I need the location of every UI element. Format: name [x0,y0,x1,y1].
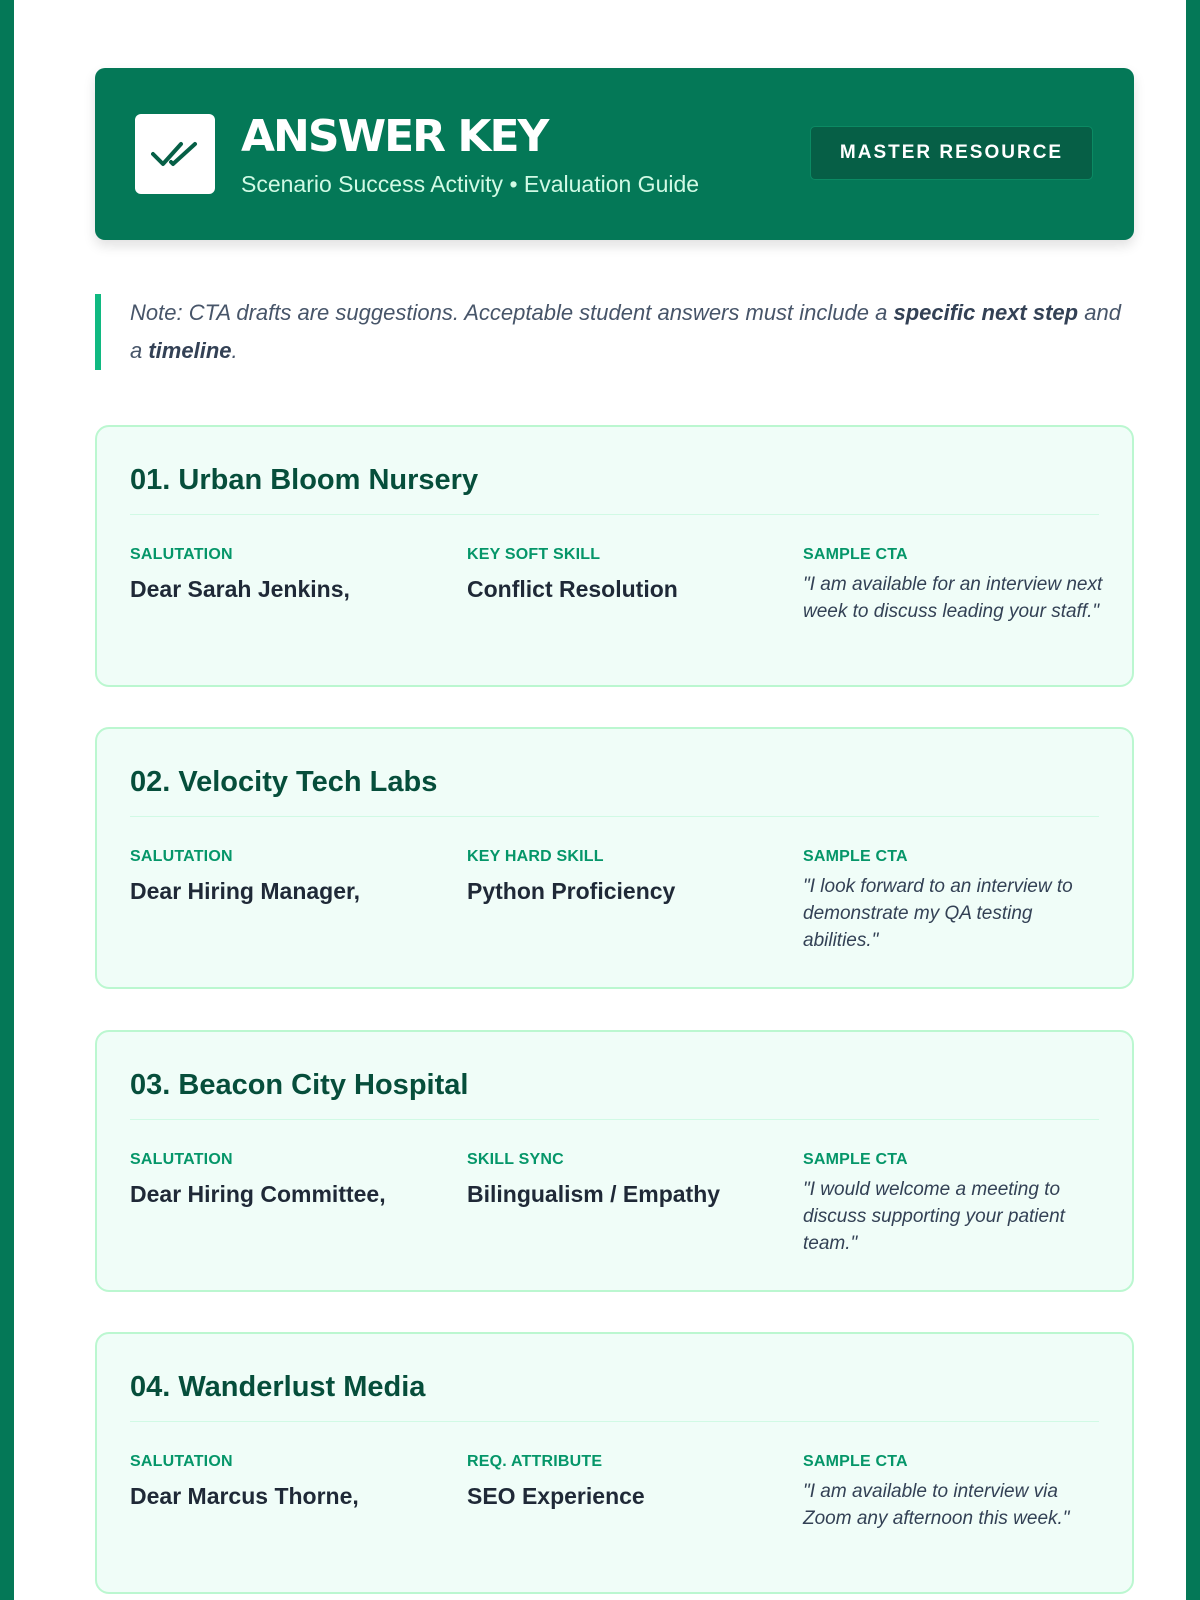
note-bold-timeline: timeline [148,338,232,363]
card-title: 04. Wanderlust Media [130,1371,426,1403]
skill-label: KEY HARD SKILL [467,848,604,865]
scenario-card [95,1030,1134,1292]
salutation-value: Dear Hiring Manager, [130,878,361,904]
note-middle: and a [130,300,1121,363]
salutation-column [130,847,430,905]
skill-value: Conflict Resolution [467,576,678,602]
skill-value: Python Proficiency [467,878,676,904]
salutation-label: SALUTATION [130,1453,233,1470]
cta-value: "I am available to interview via Zoom any afternoon this week." [803,1481,1070,1529]
salutation-label: SALUTATION [130,1151,233,1168]
double-check-icon [135,114,215,194]
scenario-card [95,727,1134,989]
skill-label: KEY SOFT SKILL [467,546,601,563]
answer-key-header [95,68,1134,240]
cta-label: SAMPLE CTA [803,848,908,865]
page-title: ANSWER KEY [241,111,548,162]
skill-value: Bilingualism / Empathy [467,1181,721,1207]
divider [130,514,1099,515]
master-resource-badge: MASTER RESOURCE [810,126,1093,180]
salutation-label: SALUTATION [130,848,233,865]
skill-label: SKILL SYNC [467,1151,564,1168]
salutation-value: Dear Hiring Committee, [130,1181,386,1207]
cta-value: "I am available for an interview next week to discuss leading your staff." [803,574,1103,622]
skill-column [467,545,767,603]
salutation-value: Dear Sarah Jenkins, [130,576,350,602]
skill-label: REQ. ATTRIBUTE [467,1453,603,1470]
cta-value: "I would welcome a meeting to discuss supporting your patient team." [803,1179,1065,1254]
cta-label: SAMPLE CTA [803,546,908,563]
salutation-value: Dear Marcus Thorne, [130,1483,359,1509]
page-subtitle: Scenario Success Activity • Evaluation Guide [241,171,700,197]
skill-value: SEO Experience [467,1483,645,1509]
card-title: 02. Velocity Tech Labs [130,766,438,798]
skill-column [467,847,767,905]
salutation-column [130,545,430,603]
cta-label: SAMPLE CTA [803,1151,908,1168]
skill-column [467,1452,767,1510]
note-bold-next-step: specific next step [893,300,1079,325]
divider [130,1119,1099,1120]
cta-label: SAMPLE CTA [803,1453,908,1470]
note-suffix: . [231,338,238,363]
salutation-column [130,1452,430,1510]
scenario-card [95,425,1134,687]
skill-column [467,1150,767,1208]
card-title: 03. Beacon City Hospital [130,1069,469,1101]
cta-column [803,1150,1103,1257]
salutation-label: SALUTATION [130,546,233,563]
scenario-card [95,1332,1134,1594]
note-prefix: Note: CTA drafts are suggestions. Acceptable student answers must include a [130,300,894,325]
card-title: 01. Urban Bloom Nursery [130,464,479,496]
cta-column [803,1452,1103,1532]
cta-column [803,847,1103,954]
evaluation-note [95,294,1135,370]
cta-value: "I look forward to an interview to demonstrate my QA testing abilities." [803,876,1073,951]
divider [130,1421,1099,1422]
cta-column [803,545,1103,625]
salutation-column [130,1150,430,1208]
divider [130,816,1099,817]
